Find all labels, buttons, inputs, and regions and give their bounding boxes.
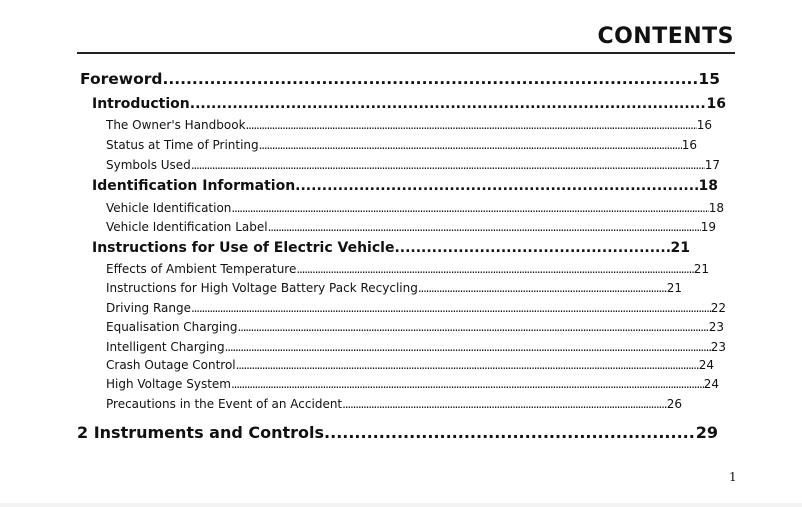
toc-entry-label: Symbols Used bbox=[106, 158, 191, 172]
toc-entry-status-at-time-of-printing[interactable] bbox=[106, 138, 697, 152]
toc-leader-dots bbox=[296, 262, 693, 276]
toc-entry-label: Introduction bbox=[92, 96, 190, 112]
toc-entry-page: 18 bbox=[708, 201, 724, 215]
toc-entry-instructions-for-use-of-electric-vehicle[interactable] bbox=[92, 240, 690, 256]
toc-entry-introduction[interactable] bbox=[92, 96, 726, 112]
toc-leader-dots bbox=[231, 377, 704, 391]
toc-leader-dots bbox=[342, 397, 667, 411]
toc-entry-label: Intelligent Charging bbox=[106, 340, 225, 354]
toc-entry-label: 2 Instruments and Controls bbox=[77, 423, 325, 442]
toc-leader-dots bbox=[394, 240, 670, 256]
toc-entry-page: 22 bbox=[710, 301, 726, 315]
toc-entry-vehicle-identification[interactable] bbox=[106, 201, 724, 215]
toc-entry-precautions-in-accident[interactable] bbox=[106, 397, 682, 411]
toc-entry-page: 23 bbox=[708, 320, 724, 334]
toc-leader-dots bbox=[418, 281, 667, 295]
toc-entry-page: 21 bbox=[666, 281, 682, 295]
toc-entry-crash-outage-control[interactable] bbox=[106, 358, 714, 372]
toc-entry-page: 16 bbox=[706, 96, 726, 112]
toc-entry-label: Foreword bbox=[80, 70, 163, 88]
toc-leader-dots bbox=[225, 340, 711, 354]
toc-entry-battery-pack-recycling[interactable] bbox=[106, 281, 682, 295]
toc-entry-label: High Voltage System bbox=[106, 377, 231, 391]
toc-entry-label: Instructions for Use of Electric Vehicle bbox=[92, 240, 395, 256]
toc-entry-page: 21 bbox=[670, 240, 690, 256]
page-bottom-edge bbox=[0, 503, 802, 507]
toc-entry-label: Precautions in the Event of an Accident bbox=[106, 397, 343, 411]
toc-leader-dots bbox=[231, 201, 708, 215]
toc-leader-dots bbox=[236, 358, 699, 372]
toc-leader-dots bbox=[191, 158, 705, 172]
toc-entry-foreword[interactable] bbox=[80, 70, 720, 88]
toc-entry-label: Instructions for High Voltage Battery Pack Recycling bbox=[106, 281, 418, 295]
page-title: CONTENTS bbox=[597, 24, 734, 49]
toc-entry-page: 17 bbox=[704, 158, 720, 172]
toc-leader-dots bbox=[237, 320, 708, 334]
page-number: 1 bbox=[729, 470, 737, 484]
toc-entry-page: 24 bbox=[703, 377, 719, 391]
toc-entry-label: Identification Information bbox=[92, 178, 296, 194]
toc-entry-equalisation-charging[interactable] bbox=[106, 320, 724, 334]
toc-entry-symbols-used[interactable] bbox=[106, 158, 720, 172]
toc-entry-page: 29 bbox=[695, 423, 718, 442]
toc-entry-identification-information[interactable] bbox=[92, 178, 718, 194]
toc-entry-page: 26 bbox=[666, 397, 682, 411]
toc-entry-owners-handbook[interactable] bbox=[106, 118, 712, 132]
toc-entry-label: Status at Time of Printing bbox=[106, 138, 259, 152]
toc-leader-dots bbox=[162, 70, 698, 88]
toc-entry-effects-of-ambient-temperature[interactable] bbox=[106, 262, 709, 276]
toc-entry-page: 18 bbox=[698, 178, 718, 194]
toc-entry-page: 16 bbox=[681, 138, 697, 152]
toc-entry-label: Vehicle Identification Label bbox=[106, 220, 268, 234]
toc-entry-label: Crash Outage Control bbox=[106, 358, 236, 372]
toc-entry-label: Vehicle Identification bbox=[106, 201, 232, 215]
toc-entry-intelligent-charging[interactable] bbox=[106, 340, 726, 354]
toc-entry-high-voltage-system[interactable] bbox=[106, 377, 719, 391]
toc-leader-dots bbox=[246, 118, 697, 132]
toc-entry-label: The Owner's Handbook bbox=[106, 118, 246, 132]
toc-leader-dots bbox=[268, 220, 701, 234]
toc-entry-driving-range[interactable] bbox=[106, 301, 726, 315]
toc-entry-page: 24 bbox=[698, 358, 714, 372]
toc-entry-label: Effects of Ambient Temperature bbox=[106, 262, 297, 276]
toc-entry-page: 15 bbox=[698, 70, 720, 88]
toc-entry-page: 16 bbox=[696, 118, 712, 132]
toc-entry-label: Driving Range bbox=[106, 301, 192, 315]
toc-leader-dots bbox=[191, 301, 711, 315]
toc-leader-dots bbox=[190, 96, 707, 112]
toc-entry-label: Equalisation Charging bbox=[106, 320, 238, 334]
toc-leader-dots bbox=[259, 138, 682, 152]
toc-entry-page: 19 bbox=[700, 220, 716, 234]
title-rule bbox=[77, 52, 735, 54]
toc-leader-dots bbox=[295, 178, 698, 194]
toc-leader-dots bbox=[324, 423, 696, 442]
toc-entry-page: 21 bbox=[693, 262, 709, 276]
toc-entry-page: 23 bbox=[710, 340, 726, 354]
toc-entry-vehicle-identification-label[interactable] bbox=[106, 220, 716, 234]
toc-entry-instruments-and-controls[interactable] bbox=[77, 423, 718, 442]
